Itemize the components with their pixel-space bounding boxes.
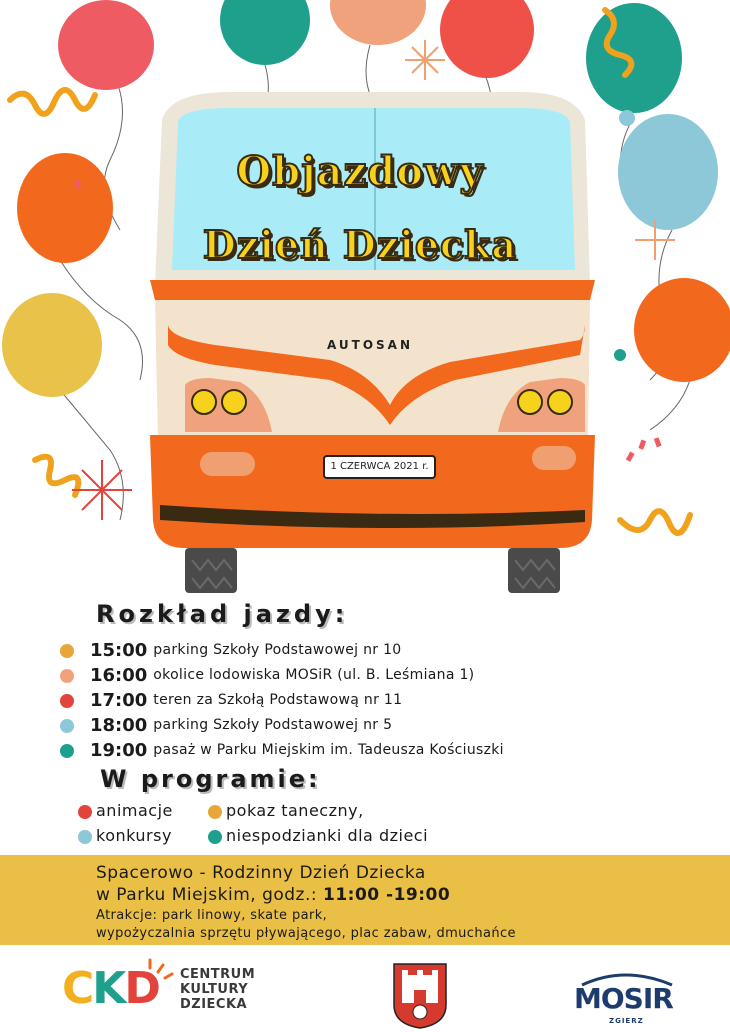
schedule-item [60, 637, 504, 662]
sparkle [405, 40, 445, 80]
schedule-time: 15:00 [90, 640, 148, 661]
title-line-2: Dzień Dziecka [202, 222, 518, 267]
bullet-dot [208, 805, 222, 819]
ckd-letter: C [62, 963, 93, 1014]
bullet-dot [60, 719, 74, 733]
schedule-item [60, 662, 504, 687]
schedule-place: parking Szkoły Podstawowej nr 10 [153, 642, 402, 658]
bus-bumper [150, 435, 595, 548]
program-label: pokaz taneczny, [226, 801, 364, 820]
balloon [618, 114, 718, 230]
mosir-subtitle: ZGIERZ [609, 1017, 644, 1025]
schedule-list [60, 637, 504, 762]
program-item [78, 801, 173, 820]
schedule-place: parking Szkoły Podstawowej nr 5 [153, 717, 393, 733]
bullet-dot [60, 694, 74, 708]
confetti [654, 437, 662, 447]
streamer [10, 90, 95, 114]
schedule-place: pasaż w Parku Miejskim im. Tadeusza Kościuszki [153, 742, 504, 758]
confetti [638, 440, 646, 450]
license-plate: 1 CZERWCA 2021 r. [323, 455, 436, 479]
streamer [35, 457, 78, 495]
schedule-time: 17:00 [90, 690, 148, 711]
bus-brand: AUTOSAN [326, 338, 414, 352]
ckd-name [180, 967, 255, 1012]
program-heading: W programie: [100, 765, 321, 793]
attractions-line-2: wypożyczalnia sprzętu pływającego, plac zabaw, dmuchańce [96, 926, 516, 941]
schedule-item [60, 737, 504, 762]
bumper-light [200, 452, 255, 476]
wheel [185, 548, 237, 593]
schedule-item [60, 712, 504, 737]
schedule-time: 18:00 [90, 715, 148, 736]
wheel [508, 548, 560, 593]
schedule-time: 19:00 [90, 740, 148, 761]
bus-stripe [150, 280, 595, 300]
schedule-place: okolice lodowiska MOSiR (ul. B. Leśmiana 1) [153, 667, 475, 683]
balloon-string [650, 380, 690, 430]
program-label: animacje [96, 801, 173, 820]
schedule-time: 16:00 [90, 665, 148, 686]
bullet-dot [208, 830, 222, 844]
bullet-dot [78, 805, 92, 819]
program-item [208, 801, 364, 820]
balloon [220, 0, 310, 65]
headlight [192, 390, 216, 414]
bullet-dot [78, 830, 92, 844]
family-day-hours: 11:00 -19:00 [323, 885, 451, 905]
mosir-logo: MOSIR [574, 982, 673, 1015]
balloon [2, 293, 102, 397]
title-line-1: Objazdowy [236, 148, 484, 195]
ckd-name-line: CENTRUM [180, 967, 256, 982]
ckd-letter: K [92, 963, 125, 1014]
ckd-name-line: KULTURY [180, 982, 249, 997]
balloon [586, 3, 682, 113]
family-day-location-text: w Parku Miejskim, godz.: [96, 885, 324, 905]
schedule-heading: Rozkład jazdy: [96, 600, 349, 628]
bullet-dot [60, 644, 74, 658]
balloon [17, 153, 113, 263]
ckd-letter: D [124, 963, 159, 1014]
headlight [518, 390, 542, 414]
headlight [548, 390, 572, 414]
balloon [330, 0, 426, 45]
headlight [222, 390, 246, 414]
sparkle [72, 460, 132, 520]
confetti-dot [614, 349, 626, 361]
schedule-item [60, 687, 504, 712]
attractions-line-1: Atrakcje: park linowy, skate park, [96, 908, 328, 923]
program-item [208, 826, 428, 845]
program-label: konkursy [96, 826, 172, 845]
bumper-light [532, 446, 576, 470]
bullet-dot [60, 669, 74, 683]
bullet-dot [60, 744, 74, 758]
confetti-dot [619, 110, 635, 126]
family-day-title: Spacerowo - Rodzinny Dzień Dziecka [96, 863, 426, 883]
schedule-place: teren za Szkołą Podstawową nr 11 [153, 692, 403, 708]
balloon [440, 0, 534, 78]
coat-of-arms-logo [394, 964, 446, 1028]
ckd-name-line: DZIECKA [180, 997, 248, 1012]
program-item [78, 826, 172, 845]
family-day-location [96, 885, 450, 905]
confetti [626, 452, 635, 462]
ckd-logo [62, 963, 159, 1015]
program-label: niespodzianki dla dzieci [226, 826, 429, 845]
balloon [634, 278, 730, 382]
streamer [620, 511, 690, 533]
balloon [58, 0, 154, 90]
